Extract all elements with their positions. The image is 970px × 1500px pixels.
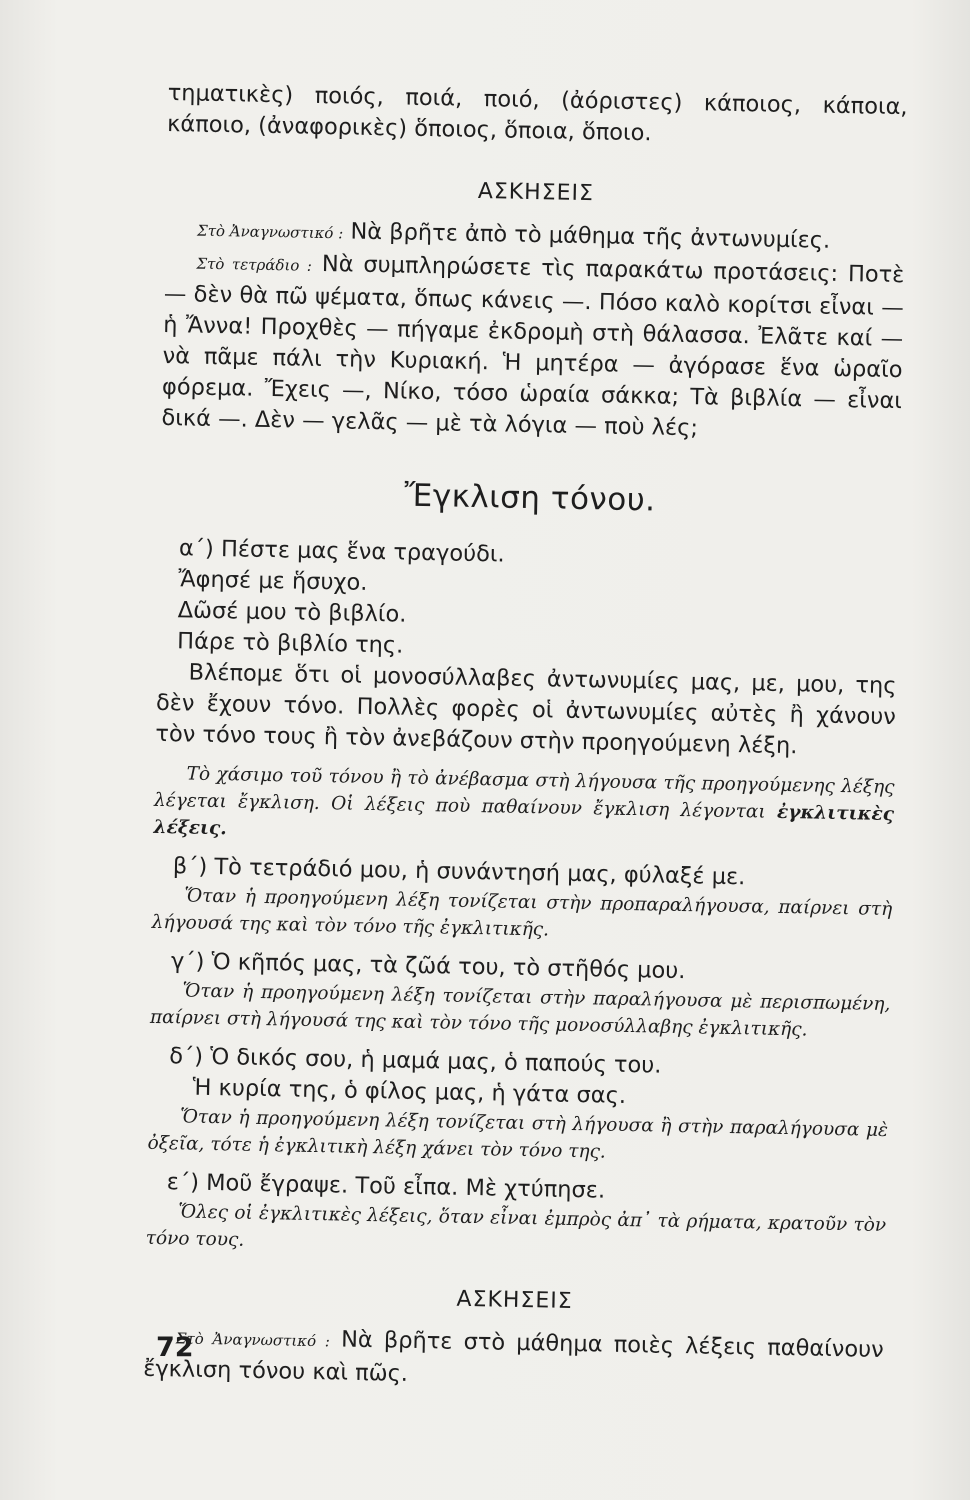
rule-d: Ὅταν ἡ προηγούμενη λέξη τονίζεται στὴ λήγουσα ἢ στὴν παραλήγουσα μὲ ὀξεῖα, τότε ἡ ἐγκλιτικὴ λέξη χάνει τὸν τόνο της. (147, 1106, 889, 1163)
explanation-a: Βλέπομε ὅτι οἱ μονοσύλλαβες ἀντωνυμίες μας, με, μου, της δὲν ἔχουν τόνο. Πολλὲς φορὲς οἱ ἀντωνυμίες αὐτὲς ἢ χάνουν τὸν τόνο τους ἢ τὸν ἀνεβάζουν στὴν προηγούμενη λέξη. (155, 659, 897, 760)
example-d-1: δ΄) Ὁ δικός σου, ἡ μαμά μας, ὁ παπούς του. (168, 1043, 662, 1079)
example-e: ε΄) Μοῦ ἔγραψε. Τοῦ εἶπα. Μὲ χτύπησε. (166, 1169, 606, 1204)
reader-text-1: Νὰ βρῆτε ἀπὸ τὸ μάθημα τῆς ἀντωνυμίες. (350, 218, 831, 254)
example-c: γ΄) Ὁ κῆπός μας, τὰ ζῶά του, τὸ στῆθός μου. (170, 948, 686, 985)
example-a-2: Ἄφησέ με ἥσυχο. (178, 566, 368, 596)
rule-e: Ὅλες οἱ ἐγκλιτικὲς λέξεις, ὅταν εἶναι ἐμπρὸς ἀπ᾽ τὰ ρήματα, κρατοῦν τὸν τόνο τους. (145, 1201, 887, 1251)
section-title: Ἔγκλιση τόνου. (404, 477, 656, 519)
example-a-4: Πάρε τὸ βιβλίο της. (176, 628, 404, 659)
notebook-text-1: Νὰ συμπληρώσετε τὶς παρακάτω προτάσεις: Ποτὲ — δὲν θὰ πῶ ψέματα, ὅπως κάνεις —. Πόσο καλὸ κορίτσι εἶναι — ἡ Ἄννα! Προχθὲς — πήγαμε ἐκδρομὴ στὴ θάλασσα. Ἐλᾶτε καί — νὰ πᾶμε πάλι τὴν Κυριακή. Ἡ μητέρα — ἀγόρασε ἕνα ὡραῖο φόρεμα. Ἔχεις —, Νίκο, τόσο ὡραία σάκκα; Τὰ βιβλία — εἶναι δικά —. Δὲν — γελᾶς — μὲ τὰ λόγια — ποὺ λές; (161, 250, 905, 442)
rule-a-text: Τὸ χάσιμο τοῦ τόνου ἢ τὸ ἀνέβασμα στὴ λήγουσα τῆς προηγούμενης λέξης λέγεται ἔγκλιση. Οἱ λέξεις ποὺ παθαίνουν ἔγκλιση λέγονται (153, 763, 895, 823)
exercise-reader-2 (143, 1321, 884, 1399)
reader-label-2: Στὸ Ἀναγνωστικό : (175, 1329, 331, 1351)
rule-b: Ὅταν ἡ προηγούμενη λέξη τονίζεται στὴν προπαραλήγουσα, παίρνει στὴ λήγουσά της καὶ τὸν τόνο τῆς ἐγκλιτικῆς. (151, 885, 893, 941)
example-b: β΄) Τὸ τετράδιό μου, ἡ συνάντησή μας, φύλαξέ με. (172, 853, 746, 891)
page-content (143, 78, 908, 1399)
reader-label-1: Στὸ Ἀναγνωστικό : (196, 221, 344, 243)
rule-c: Ὅταν ἡ προηγούμενη λέξη τονίζεται στὴν παραλήγουσα μὲ περισπωμένη, παίρνει στὴ λήγουσά της καὶ τὸν τόνο τῆς μονοσύλλαβης ἐγκλιτικῆς. (149, 980, 891, 1041)
reader-text-2: Νὰ βρῆτε στὸ μάθημα ποιὲς λέξεις παθαίνουν ἔγκλιση τόνου καὶ πῶς. (142, 1326, 884, 1387)
example-a-1: α΄) Πέστε μας ἕνα τραγούδι. (178, 535, 505, 568)
exercises-heading-2: ΑΣΚΗΣΕΙΣ (456, 1286, 573, 1314)
rule-a (153, 760, 894, 855)
example-d-2: Ἡ κυρία της, ὁ φίλος μας, ἡ γάτα σας. (192, 1074, 627, 1109)
intro-paragraph: τηματικὲς) ποιός, ποιά, ποιό, (ἀόριστες) κάποιος, κάποια, κάποιο, (ἀναφορικὲς) ὅποιος, ὅποια, ὅποιο. (166, 79, 908, 147)
notebook-label-1: Στὸ τετράδιο : (196, 254, 313, 275)
exercises-heading-1: ΑΣΚΗΣΕΙΣ (477, 178, 595, 207)
exercise-notebook-1 (161, 246, 904, 448)
page-number: 72 (156, 1332, 194, 1363)
example-a-3: Δῶσέ μου τὸ βιβλίο. (177, 597, 407, 628)
rule-a-term: ἐγκλιτικὲς λέξεις. (153, 801, 895, 840)
